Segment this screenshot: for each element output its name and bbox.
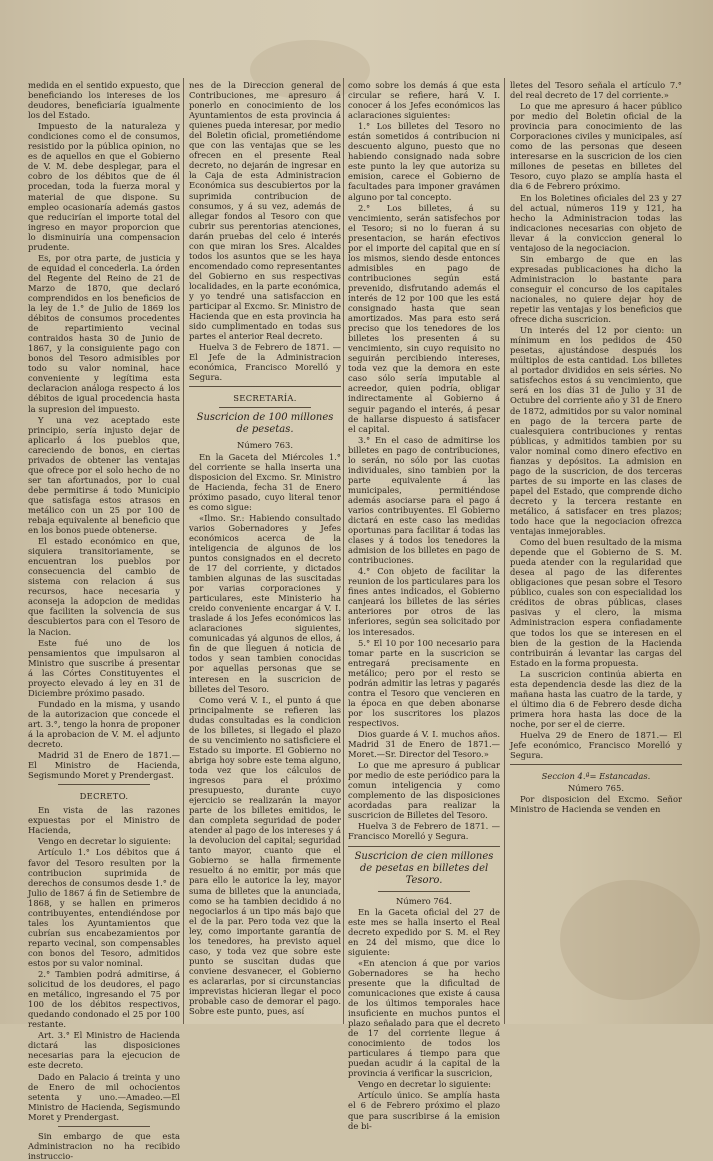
paragraph: En los Boletines oficiales del 23 y 27 del actual, números 119 y 121, ha hecho la Administracion todas las indicaciones necesarias con objeto de llevar á la conviccion general lo ventajoso de la negociacion. [510, 192, 682, 253]
signature-line: Huelva 29 de Enero de 1871.— El Jefe económico, Francisco Morelló y Segura. [510, 730, 682, 761]
numero-label: Número 764. [396, 895, 452, 906]
divider [219, 407, 311, 408]
section-title: Suscricion de cien millones de pesetas en billetes del Tesoro. [354, 850, 494, 886]
paragraph: Es, por otra parte, de justicia y de equidad el concederla. La órden del Regente del Reino de 21 de Marzo de 1870, que declaró comprendidos en los beneficios de la ley de 1.° de Julio de 1869 los débitos de consumos procedentes de repartimiento vecinal contraidos hasta 30 de Junio de 1867, y la consiguiente pago con bonos del Tesoro admisibles por todo su valor nominal, hace conveniente y legítima esta declaracion análoga respecto á los débitos de igual procedencia hasta la supresion del impuesto. [28, 252, 180, 414]
paragraph: Dios guarde á V. I. muchos años. Madrid 31 de Enero de 1871.—Moret.—Sr. Director del Tesoro.» [348, 729, 500, 760]
paragraph: En la Gaceta oficial del 27 de este mes se halla inserto el Real decreto expedido por S. M. el Rey en 24 del mismo, que dice lo siguiente: [348, 906, 500, 957]
paragraph: Este fué uno de los pensamientos que impulsaron al Ministro que suscribe á presentar á las Córtes Constituyentes el proyecto elevado á ley en 31 de Diciembre próximo pasado. [28, 637, 180, 698]
paragraph: como sobre los demás á que esta circular se refiere, hará V. I. conocer á los Jefes económicos las aclaraciones siguientes: [348, 80, 500, 121]
paragraph: 2.° Tambien podrá admitirse, á solicitud de los deudores, el pago en metálico, ingresando el 75 por 100 de los débitos respectivos, quedando condonado el 25 por 100 restante. [28, 969, 180, 1030]
paragraph: Lo que me apresuro á publicar por medio de este periódico para la comun inteligencia y como complemento de las disposiciones acordadas para realizar la suscricion de Billetes del Tesoro. [348, 760, 500, 821]
paragraph: 2.° Los billetes, á su vencimiento, serán satisfechos por el Tesoro; si no lo fueran á su presentacion, se harán efectivos por el importe del capital que en sí los mismos, siendo desde entonces admisibles en pago de contribuciones según está prevenido, disfrutando además el interés de 12 por 100 que les está consignado hasta que sean amortizados. Mas para esto será preciso que los tenedores de los billetes los presenten á su vencimiento, sin cuyo requisito no seguirán percibiendo intereses, toda vez que la demora en este caso sólo sería imputable al acreedor, quien podría, obligar indirectamente al Gobierno á seguir pagando el interés, á pesar de hallarse dispuesto á satisfacer el capital. [348, 202, 500, 434]
paragraph: Lo que me apresuro á hacer público por medio del Boletin oficial de la provincia para conocimiento de las Corporaciones civiles y municipales, así como de las personas que deseen interesarse en la suscricion de los cien millones de pesetas en billetes del Tesoro, cuyo plazo se amplía hasta el dia 6 de Febrero próximo. [510, 101, 682, 192]
divider [58, 1126, 150, 1127]
numero-label: Número 765. [568, 783, 624, 794]
paragraph: 3.° En el caso de admitirse los billetes en pago de contribuciones, lo serán, no sólo por las cuotas individuales, sino tambien por la parte equivalente á las municipales, permitiéndose además asociarse para el pago á varios contribuyentes. El Gobierno dictará en este caso las medidas oportunas para facilitar á todas las clases y á todos los tenedores la admision de los billetes en pago de contribuciones. [348, 434, 500, 566]
paragraph: 1.° Los billetes del Tesoro no están sometidos á contribucion ni descuento alguno, puesto que no habiendo consignado nada sobre este punto la ley que autoriza su emision, carece el Gobierno de facultades para imponer gravámen alguno por tal concepto. [348, 121, 500, 202]
section-heading: Seccion 4.ª= Estancadas. [541, 771, 651, 782]
paragraph: 4.° Con objeto de facilitar la reunion de los particulares para los fines antes indicados, el Gobierno canjeará los billetes de las séries anteriores por otros de las inferiores, según sea solicitado por los interesados. [348, 566, 500, 637]
paragraph: Vengo en decretar lo siguiente: [38, 836, 171, 847]
paragraph: Art. 3.° El Ministro de Hacienda dictará las disposiciones necesarias para la ejecucion de este decreto. [28, 1030, 180, 1071]
paragraph: Artículo único. Se amplía hasta el 6 de Febrero próximo el plazo que para suscribirse á la emision de bi- [348, 1090, 500, 1131]
column-1 [28, 0, 180, 1161]
signature-line: Madrid 31 de Enero de 1871.—El Ministro de Hacienda, Segismundo Moret y Prendergast. [28, 750, 180, 781]
divider [378, 891, 470, 892]
column-2 [189, 0, 341, 1024]
paragraph: Artículo 1.° Los débitos que á favor del Tesoro resulten por la contribucion suprimida de derechos de consumos desde 1.° de Julio de 1867 á fin de Setiembre de 1868, y se hallen en primeros contribuyentes, entendiéndose por tales los Ayuntamientos que cubrían sus encabezamientos por reparto vecinal, son compensables con bonos del Tesoro, admitidos estos por su valor nominal. [28, 847, 180, 968]
column-4 [510, 0, 682, 1024]
paragraph: «Ilmo. Sr.: Habiendo consultado varios Gobernadores y Jefes económicos acerca de la inteligencia de algunos de los puntos consignados en el decreto de 17 del corriente, y dictados tambien algunas de las suscitadas por varias corporaciones y particulares, este Ministerio ha creido conveniente encargar á V. I. traslade á los Jefes económicos las aclaraciones siguientes, comunicadas yá algunos de ellos, á fin de que lleguen á noticia de todos y sean tambien conocidas por aquellas personas que se interesen en la suscricion de billetes del Tesoro. [189, 512, 341, 694]
divider [348, 846, 500, 847]
paragraph: Fundado en la misma, y usando de la autorizacion que concede el art. 3.°, tengo la honra de proponer á la aprobacion de V. M. el adjunto decreto. [28, 698, 180, 750]
paragraph: «En atencion á que por varios Gobernadores se ha hecho presente que la dificultad de comunicaciones que existe á causa de los últimos temporales hace insuficiente en muchos puntos el plazo señalado para que el decreto de 17 del corriente llegue á conocimiento de todos los particulares á tiempo para que puedan acudir á la capital de la provincia á verificar la suscricion, [348, 957, 500, 1079]
divider [510, 764, 682, 765]
paragraph: La suscricion continúa abierta en esta dependencia desde las diez de la mañana hasta las cuatro de la tarde, y el último dia 6 de Febrero desde dicha primera hora hasta las doce de la noche, por ser el de cierre. [510, 668, 682, 729]
paragraph: lletes del Tesoro señala el artículo 7.° del real decreto de 17 del corriente.» [510, 80, 682, 101]
column-rule [183, 78, 184, 1024]
paragraph: nes de la Direccion general de Contribuciones, me apresuro á ponerlo en conocimiento de los Ayuntamientos de esta provincia á quienes pueda interesar, por medio del Boletin oficial, prometiéndome que con las ventajas que se les ofrecen en el presente Real decreto, no dejarán de ingresar en la Caja de esta Administracion Económica sus descubiertos por la suprimida contribucion de consumos, y á su vez, además de allegar fondos al Tesoro con que cubrir sus perentorias atenciones, darán pruebas del celo é interés con que miran los Sres. Alcaldes todos los asuntos que se les haya encomendado como representantes del Gobierno en sus respectivas localidades, en la parte económica, y yo tendré una satisfaccion en participar al Excmo. Sr. Ministro de Hacienda que en esta provincia ha sido cumplimentado en todas sus partes el anterior Real decreto. [189, 80, 341, 342]
paragraph: Como del buen resultado de la misma depende que el Gobierno de S. M. pueda atender con la regularidad que desea al pago de las diferentes obligaciones que pesan sobre el Tesoro público, cuales son con especialidad los créditos de obras públicas, clases pasivas y el clero, la misma Administracion espera confiadamente que todos los que se interesen en el bien de la gestion de la Hacienda contribuirán á levantar las cargas del Estado en la forma propuesta. [510, 537, 682, 668]
divider [189, 386, 341, 387]
paragraph: Dado en Palacio á treinta y uno de Enero de mil ochocientos setenta y uno.—Amadeo.—El Ministro de Hacienda, Segismundo Moret y Prendergast. [28, 1071, 180, 1122]
paragraph: Impuesto de la naturaleza y condiciones como el de consumos, resistido por la pública opinion, no es de aquellos en que el Gobierno de V. M. debe desplegar, para el cobro de los débitos que de él procedan, toda la fuerza moral y material de que dispone. Su empleo ocasionaría además gastos que reducirían el importe total del ingreso en mayor proporcion que lo disminuiría una compensacion prudente. [28, 121, 180, 252]
paragraph: Un interés del 12 por ciento: un mínimum en los pedidos de 450 pesetas, ajustándose después los múltiplos de esta cantidad. Los billetes al portador divididos en seis séries. No satisfechos estos á su vencimiento, que será en los días 31 de Julio y 31 de Octubre del corriente año y 31 de Enero de 1872, admitidos por su valor nominal en pago de la tercera parte de cualesquiera contribuciones y rentas públicas, y admitidos tambien por su valor nominal como dinero efectivo en fianzas y depósitos. La admision en pago de la suscricion, de dos terceras partes de su importe en las clases de papel del Estado, que comprende dicho decreto y la tercera restante en metálico, á satisfacer en tres plazos; todo hace que la negociacion ofrezca ventajas inmejorables. [510, 325, 683, 537]
paragraph: Vengo en decretar lo siguiente: [358, 1079, 491, 1090]
decreto-heading: DECRETO. [79, 791, 129, 802]
signature-line: Huelva 3 de Febrero de 1871. —El Jefe de la Administracion económica, Francisco Morelló y Segura. [189, 342, 341, 383]
column-rule [343, 78, 344, 1024]
paragraph: Por disposicion del Excmo. Señor Ministro de Hacienda se venden en [510, 794, 682, 815]
paragraph: Como verá V. I., el punto á que principalmente se refieren las dudas consultadas es la condicion de los billetes, si llegado el plazo de su vencimiento no satisficiere el Estado su importe. El Gobierno no abriga hoy sobre este tema alguno, toda vez que los cálculos de ingresos para el próximo presupuesto, durante cuyo ejercicio se realizarán la mayor parte de los billetes emitidos, le dan completa seguridad de poder atender al pago de los intereses y á la devolucion del capital; seguridad tanto mayor, cuanto que el Gobierno se halla firmemente resuelto á no emitir, por más que para ello le autorice la ley, mayor suma de billetes que la anunciada, como se ha tambien decidido á no negociarlos á un tipo más bajo que el de la par. Pero toda vez que la ley, como importante garantía de los tenedores, ha previsto aquel caso, y toda vez que sobre este punto se suscitan dudas que conviene desvanecer, el Gobierno es aclararlas, por si circunstancias imprevistas hicieran llegar el poco probable caso de demorar el pago. Sobre este punto, pues, así [189, 694, 341, 1017]
paragraph: En vista de las razones expuestas por el Ministro de Hacienda, [28, 805, 180, 836]
secretaria-heading: SECRETARÍA. [233, 393, 297, 404]
paragraph: Sin embargo de que esta Administracion no ha recibido instruccio- [28, 1130, 180, 1161]
paragraph: medida en el sentido expuesto, que beneficiando los intereses de los deudores, beneficiaría igualmente los del Estado. [28, 80, 180, 121]
numero-label: Número 763. [237, 440, 293, 451]
column-3 [348, 0, 500, 1131]
section-title: Suscricion de 100 millones de pesetas. [196, 412, 334, 436]
paragraph: Sin embargo de que en las expresadas publicaciones ha dicho la Administracion lo bastante para conseguir el concurso de los capitales nacionales, no quiere dejar hoy de repetir las ventajas y los beneficios que ofrece dicha suscricion. [510, 253, 682, 325]
paragraph: El estado económico en que, siquiera transitoriamente, se encuentran los pueblos por consecuencia del cambio de sistema con relacion á sus recursos, hace necesaria y aconseja la adopcion de medidas que faciliten la solvencia de sus descubiertos para con el Tesoro de la Nacion. [28, 536, 180, 637]
signature-line: Huelva 3 de Febrero de 1871. —Francisco Morelló y Segura. [348, 821, 500, 842]
divider [58, 784, 150, 785]
column-rule [504, 78, 505, 1024]
paragraph: En la Gaceta del Miércoles 1.° del corriente se halla inserta una disposicion del Excmo. Sr. Ministro de Hacienda, fecha 31 de Enero próximo pasado, cuyo literal tenor es como sigue: [189, 451, 341, 512]
paragraph: Y una vez aceptado este principio, sería injusto dejar de aplicarlo á los pueblos que, careciendo de bonos, en ciertas privados de obtener las ventajas que ofrece por el solo hecho de no ser tan afortunados, por lo cual debe permitirse á todo Municipio que satisfaga estos atrasos en metálico con un 25 por 100 de rebaja equivalente al beneficio que en los bonos puede obtenerse. [28, 414, 180, 536]
paragraph: 5.° El 10 por 100 necesario para tomar parte en la suscricion se entregará precisamente en metálico; pero por el resto se podrán admitir las letras y pagarés contra el Tesoro que vencieren en la época en que deben abonarse por los suscritores los plazos respectivos. [348, 637, 500, 728]
